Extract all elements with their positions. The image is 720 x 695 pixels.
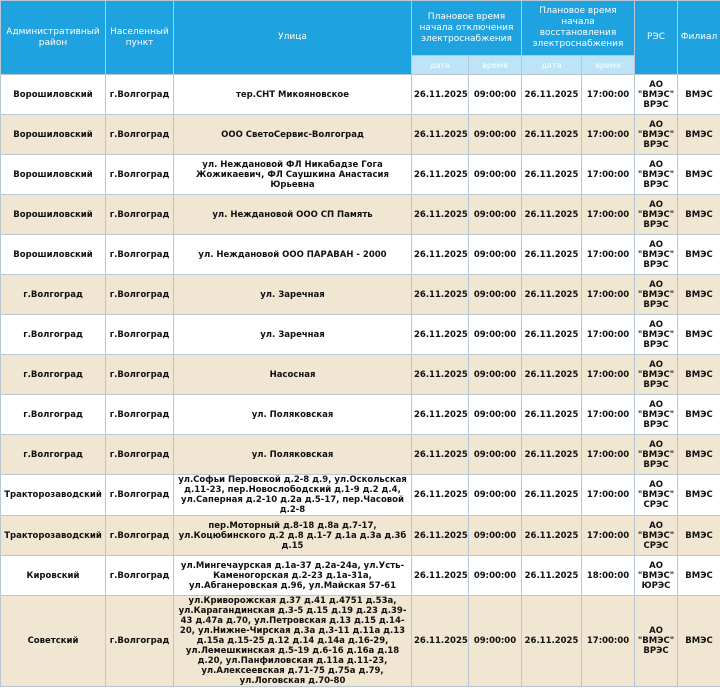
row-on-time: 17:00:00	[582, 516, 635, 556]
row-district: Ворошиловский	[1, 75, 106, 115]
row-settlement: г.Волгоград	[106, 355, 174, 395]
row-res: АО "ВМЭС" ВРЭС	[635, 275, 678, 315]
row-district: Советский	[1, 596, 106, 687]
row-district: г.Волгоград	[1, 275, 106, 315]
row-settlement: г.Волгоград	[106, 235, 174, 275]
row-branch: ВМЭС	[678, 315, 720, 355]
row-off-date: 26.11.2025	[412, 596, 469, 687]
table-row	[1, 315, 720, 355]
row-street: ул. Неждановой ООО ПАРАВАН - 2000	[174, 235, 412, 275]
row-branch: ВМЭС	[678, 275, 720, 315]
row-off-date: 26.11.2025	[412, 195, 469, 235]
row-res: АО "ВМЭС" ВРЭС	[635, 355, 678, 395]
row-off-time: 09:00:00	[469, 556, 522, 596]
row-on-date: 26.11.2025	[522, 75, 582, 115]
row-district: г.Волгоград	[1, 395, 106, 435]
row-on-time: 17:00:00	[582, 195, 635, 235]
row-res: АО "ВМЭС" ВРЭС	[635, 115, 678, 155]
row-on-date: 26.11.2025	[522, 395, 582, 435]
row-street: Насосная	[174, 355, 412, 395]
row-street: ул.Мингечаурская д.1а-37 д.2а-24а, ул.Усть-Каменогорская д.2-23 д.1а-31а, ул.Абганеровская д.96, ул.Майская 57-61	[174, 556, 412, 596]
row-res: АО "ВМЭС" ВРЭС	[635, 155, 678, 195]
row-settlement: г.Волгоград	[106, 195, 174, 235]
row-branch: ВМЭС	[678, 195, 720, 235]
row-branch: ВМЭС	[678, 75, 720, 115]
row-street: ул. Неждановой ФЛ Никабадзе Гога Жожикаевич, ФЛ Саушкина Анастасия Юрьевна	[174, 155, 412, 195]
row-on-time: 17:00:00	[582, 395, 635, 435]
table-row	[1, 516, 720, 556]
row-district: Ворошиловский	[1, 155, 106, 195]
row-district: г.Волгоград	[1, 435, 106, 475]
row-off-date: 26.11.2025	[412, 235, 469, 275]
row-on-date: 26.11.2025	[522, 195, 582, 235]
row-off-time: 09:00:00	[469, 315, 522, 355]
row-off-time: 09:00:00	[469, 155, 522, 195]
row-street: ул. Поляковская	[174, 435, 412, 475]
table-row	[1, 155, 720, 195]
subheader-on-time: время	[582, 56, 635, 75]
row-off-date: 26.11.2025	[412, 155, 469, 195]
table-row	[1, 75, 720, 115]
row-branch: ВМЭС	[678, 516, 720, 556]
row-off-time: 09:00:00	[469, 516, 522, 556]
table-row	[1, 235, 720, 275]
row-on-time: 17:00:00	[582, 155, 635, 195]
row-branch: ВМЭС	[678, 235, 720, 275]
row-settlement: г.Волгоград	[106, 556, 174, 596]
subheader-on-date: дата	[522, 56, 582, 75]
row-settlement: г.Волгоград	[106, 275, 174, 315]
row-street: ООО СветоСервис-Волгоград	[174, 115, 412, 155]
row-street: ул. Поляковская	[174, 395, 412, 435]
row-off-time: 09:00:00	[469, 75, 522, 115]
row-street: ул. Неждановой ООО СП Память	[174, 195, 412, 235]
row-off-time: 09:00:00	[469, 355, 522, 395]
row-off-date: 26.11.2025	[412, 115, 469, 155]
row-off-date: 26.11.2025	[412, 516, 469, 556]
row-on-time: 17:00:00	[582, 75, 635, 115]
row-off-time: 09:00:00	[469, 435, 522, 475]
row-res: АО "ВМЭС" ВРЭС	[635, 596, 678, 687]
row-settlement: г.Волгоград	[106, 315, 174, 355]
table-row	[1, 275, 720, 315]
row-off-date: 26.11.2025	[412, 556, 469, 596]
row-off-date: 26.11.2025	[412, 75, 469, 115]
row-district: г.Волгоград	[1, 355, 106, 395]
row-on-date: 26.11.2025	[522, 596, 582, 687]
row-on-date: 26.11.2025	[522, 556, 582, 596]
row-off-time: 09:00:00	[469, 275, 522, 315]
row-on-date: 26.11.2025	[522, 315, 582, 355]
row-off-time: 09:00:00	[469, 395, 522, 435]
row-off-date: 26.11.2025	[412, 395, 469, 435]
row-street: ул.Криворожская д.37 д.41 д.4751 д.53а, ул.Карагандинская д.3-5 д.15 д.19 д.23 д.39-43 д.47а д.70, ул.Петровская д.13 д.15 д.14-20, ул.Нижне-Чирская д.3а д.3-11 д.11а д.13 д.15а д.15-25 д.12 д.14 д.14а д.16-29, ул.Лемешкинская д.5-19 д.6-16 д.16а д.18 д.20, ул.Панфиловская д.11а д.11-23, ул.Алексеевская д.71-75 д.75а д.79, ул.Логовская д.70-80	[174, 596, 412, 687]
row-off-date: 26.11.2025	[412, 275, 469, 315]
row-district: Ворошиловский	[1, 235, 106, 275]
row-off-time: 09:00:00	[469, 475, 522, 516]
table-row	[1, 395, 720, 435]
row-street: ул.Софьи Перовской д.2-8 д.9, ул.Оскольская д.11-23, пер.Новослободский д.1-9 д.2 д.4, ул.Саперная д.2-10 д.2а д.5-17, пер.Часовой д.2-8	[174, 475, 412, 516]
row-res: АО "ВМЭС" ЮРЭС	[635, 556, 678, 596]
row-district: Ворошиловский	[1, 115, 106, 155]
row-res: АО "ВМЭС" ВРЭС	[635, 195, 678, 235]
row-on-date: 26.11.2025	[522, 475, 582, 516]
row-on-time: 17:00:00	[582, 596, 635, 687]
row-district: г.Волгоград	[1, 315, 106, 355]
header-district: Административный район	[1, 1, 106, 75]
header-off-time: Плановое время начала отключения электроснабжения	[412, 1, 522, 56]
row-branch: ВМЭС	[678, 435, 720, 475]
table-row	[1, 435, 720, 475]
subheader-off-date: дата	[412, 56, 469, 75]
row-district: Тракторозаводский	[1, 475, 106, 516]
row-off-time: 09:00:00	[469, 115, 522, 155]
row-branch: ВМЭС	[678, 155, 720, 195]
row-settlement: г.Волгоград	[106, 516, 174, 556]
row-settlement: г.Волгоград	[106, 435, 174, 475]
row-district: Тракторозаводский	[1, 516, 106, 556]
row-on-time: 17:00:00	[582, 235, 635, 275]
row-off-time: 09:00:00	[469, 195, 522, 235]
row-on-time: 17:00:00	[582, 475, 635, 516]
row-res: АО "ВМЭС" СРЭС	[635, 475, 678, 516]
table-row	[1, 115, 720, 155]
row-off-date: 26.11.2025	[412, 315, 469, 355]
table-row	[1, 355, 720, 395]
table-row	[1, 475, 720, 516]
row-branch: ВМЭС	[678, 556, 720, 596]
row-on-time: 17:00:00	[582, 115, 635, 155]
row-res: АО "ВМЭС" ВРЭС	[635, 235, 678, 275]
row-branch: ВМЭС	[678, 596, 720, 687]
row-res: АО "ВМЭС" ВРЭС	[635, 75, 678, 115]
row-on-date: 26.11.2025	[522, 435, 582, 475]
row-settlement: г.Волгоград	[106, 475, 174, 516]
row-off-date: 26.11.2025	[412, 435, 469, 475]
subheader-off-time: время	[469, 56, 522, 75]
row-res: АО "ВМЭС" СРЭС	[635, 516, 678, 556]
table-row	[1, 556, 720, 596]
row-settlement: г.Волгоград	[106, 395, 174, 435]
header-res: РЭС	[635, 1, 678, 75]
row-on-date: 26.11.2025	[522, 155, 582, 195]
row-branch: ВМЭС	[678, 115, 720, 155]
row-street: тер.СНТ Микояновское	[174, 75, 412, 115]
table-body	[1, 75, 720, 687]
row-res: АО "ВМЭС" ВРЭС	[635, 435, 678, 475]
row-on-time: 17:00:00	[582, 275, 635, 315]
row-on-date: 26.11.2025	[522, 355, 582, 395]
header-settlement: Населенный пункт	[106, 1, 174, 75]
header-street: Улица	[174, 1, 412, 75]
row-off-time: 09:00:00	[469, 235, 522, 275]
row-settlement: г.Волгоград	[106, 155, 174, 195]
row-on-time: 17:00:00	[582, 355, 635, 395]
row-street: ул. Заречная	[174, 315, 412, 355]
row-settlement: г.Волгоград	[106, 75, 174, 115]
row-off-date: 26.11.2025	[412, 355, 469, 395]
row-branch: ВМЭС	[678, 355, 720, 395]
row-district: Кировский	[1, 556, 106, 596]
header-on-time: Плановое время начала восстановления электроснабжения	[522, 1, 635, 56]
row-street: пер.Моторный д.8-18 д.8а д.7-17, ул.Коцюбинского д.2 д.8 д.1-7 д.1а д.3а д.3б д.15	[174, 516, 412, 556]
header-row	[1, 1, 720, 56]
row-on-date: 26.11.2025	[522, 275, 582, 315]
row-on-time: 18:00:00	[582, 556, 635, 596]
row-on-time: 17:00:00	[582, 315, 635, 355]
row-on-time: 17:00:00	[582, 435, 635, 475]
row-off-time: 09:00:00	[469, 596, 522, 687]
row-branch: ВМЭС	[678, 395, 720, 435]
header-branch: Филиал	[678, 1, 720, 75]
row-street: ул. Заречная	[174, 275, 412, 315]
row-settlement: г.Волгоград	[106, 115, 174, 155]
row-on-date: 26.11.2025	[522, 516, 582, 556]
row-res: АО "ВМЭС" ВРЭС	[635, 395, 678, 435]
row-settlement: г.Волгоград	[106, 596, 174, 687]
row-off-date: 26.11.2025	[412, 475, 469, 516]
row-on-date: 26.11.2025	[522, 235, 582, 275]
row-district: Ворошиловский	[1, 195, 106, 235]
table-row	[1, 596, 720, 687]
table-row	[1, 195, 720, 235]
row-res: АО "ВМЭС" ВРЭС	[635, 315, 678, 355]
row-on-date: 26.11.2025	[522, 115, 582, 155]
row-branch: ВМЭС	[678, 475, 720, 516]
